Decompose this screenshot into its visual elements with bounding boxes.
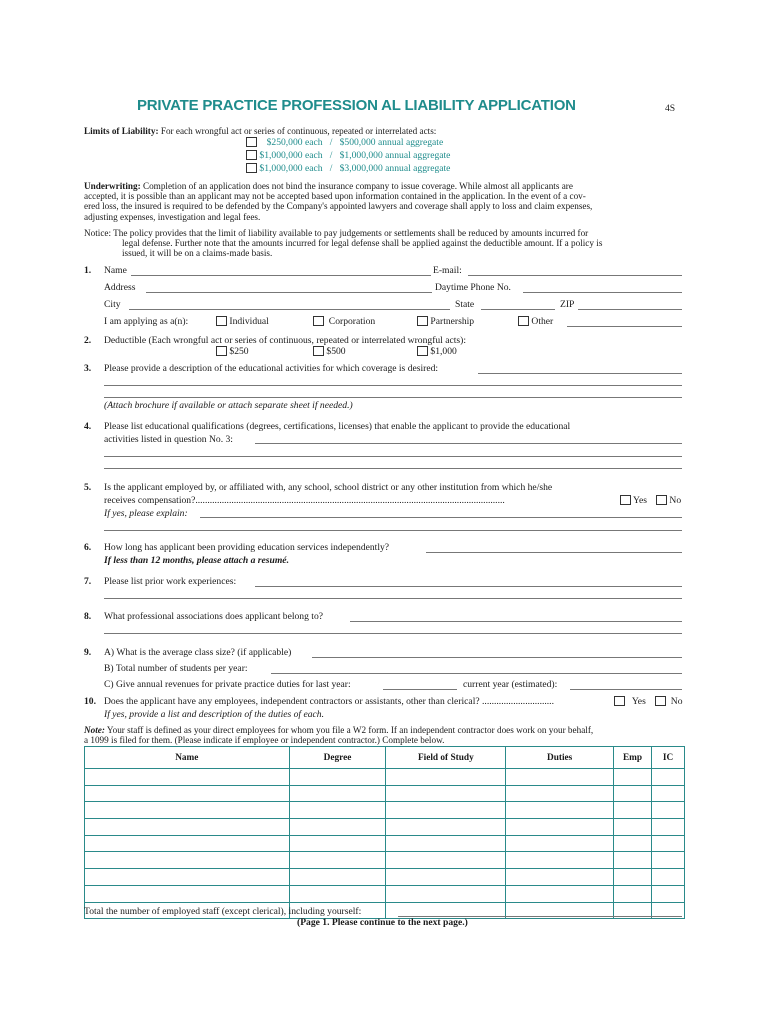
col-header-name: Name: [85, 747, 290, 769]
email-field[interactable]: [468, 275, 682, 276]
col-header-emp: Emp: [614, 747, 652, 769]
staff-note-label: Note:: [84, 725, 105, 735]
table-cell[interactable]: [652, 785, 685, 802]
table-row: [85, 869, 685, 886]
table-cell[interactable]: [386, 769, 506, 786]
address-field[interactable]: [146, 292, 432, 293]
q5-yes-checkbox[interactable]: [620, 495, 631, 505]
table-cell[interactable]: [85, 785, 290, 802]
underwriting-line: ered loss, the insured is required to be defended by the Company's appointed lawyers and coverage shall apply to loss and claim expenses,: [84, 201, 593, 212]
other-checkbox[interactable]: [518, 316, 529, 326]
q5-yes[interactable]: [620, 495, 647, 506]
individual-label: Individual: [229, 316, 269, 327]
corporation-checkbox[interactable]: [313, 316, 324, 326]
q4-answer-line[interactable]: [255, 443, 682, 444]
daytime-phone-field[interactable]: [523, 292, 682, 293]
table-cell[interactable]: [386, 835, 506, 852]
table-cell[interactable]: [652, 885, 685, 902]
table-cell[interactable]: [506, 852, 614, 869]
corporation-label: Corporation: [328, 316, 376, 327]
q6-answer-line[interactable]: [426, 552, 682, 553]
table-row: [85, 835, 685, 852]
q5-explain-label: If yes, please explain:: [104, 508, 188, 519]
table-cell[interactable]: [506, 885, 614, 902]
name-field[interactable]: [131, 275, 431, 276]
table-row: [85, 885, 685, 902]
q4-answer-line[interactable]: [104, 468, 682, 469]
individual-checkbox[interactable]: [216, 316, 227, 326]
q9-b-text: B) Total number of students per year:: [104, 663, 248, 674]
q4-number: 4.: [84, 421, 92, 432]
table-cell[interactable]: [85, 769, 290, 786]
limit-option-2-label: $1,000,000 each / $1,000,000 annual aggregate: [259, 150, 451, 161]
underwriting-line: accepted, it is possible than an applicant may not be accepted based upon information contained in the application. In the event of a cov-: [84, 191, 586, 202]
q10-no[interactable]: [655, 696, 683, 707]
q9-c-text: C) Give annual revenues for private practice duties for last year:: [104, 679, 351, 690]
table-cell[interactable]: [614, 785, 652, 802]
other-label: Other: [531, 316, 554, 327]
q3-answer-line[interactable]: [104, 397, 682, 398]
notice-line: legal defense. Further note that the amounts incurred for legal defense shall be applied against the deductible amount. If a policy is: [122, 238, 603, 249]
limit-option-3-label: $1,000,000 each / $3,000,000 annual aggregate: [259, 163, 451, 174]
city-label: City: [104, 299, 121, 310]
q2-text: Deductible (Each wrongful act or series of continuous, repeated or interrelated wrongful acts):: [104, 335, 467, 346]
table-cell[interactable]: [652, 869, 685, 886]
notice-paragraph: [84, 228, 602, 259]
table-cell[interactable]: [289, 769, 386, 786]
q7-answer-line[interactable]: [104, 598, 682, 599]
col-header-ic: IC: [652, 747, 685, 769]
deductible-1000-label: $1,000: [430, 346, 457, 357]
q9-b-field[interactable]: [271, 673, 682, 674]
deductible-500-checkbox[interactable]: [313, 346, 324, 356]
limits-text: For each wrongful act or series of continuous, repeated or interrelated acts:: [160, 126, 437, 136]
q5-no-checkbox[interactable]: [656, 495, 667, 505]
q3-number: 3.: [84, 363, 92, 374]
table-cell[interactable]: [614, 852, 652, 869]
name-label: Name: [104, 265, 127, 276]
q8-answer-line[interactable]: [104, 633, 682, 634]
deductible-1000[interactable]: [417, 346, 457, 357]
underwriting-paragraph: [84, 181, 592, 222]
table-cell[interactable]: [652, 802, 685, 819]
table-cell[interactable]: [614, 835, 652, 852]
table-row: [85, 819, 685, 836]
staff-table: [84, 746, 685, 919]
col-header-field-of-study: Field of Study: [386, 747, 506, 769]
q10-text: Does the applicant have any employees, independent contractors or assistants, other than clerical? ..............................: [104, 696, 554, 707]
continue-note: (Page 1. Please continue to the next page.): [297, 917, 468, 928]
underwriting-label: Underwriting:: [84, 181, 141, 191]
q10-no-label: No: [670, 696, 683, 707]
q2-number: 2.: [84, 335, 92, 346]
table-cell[interactable]: [289, 852, 386, 869]
limit-option-1-label: $250,000 each / $500,000 annual aggregate: [266, 137, 444, 148]
q5-line2: receives compensation?.................................................................................................................................: [104, 495, 505, 506]
staff-note: [84, 725, 593, 745]
table-cell[interactable]: [652, 835, 685, 852]
table-cell[interactable]: [289, 802, 386, 819]
col-header-degree: Degree: [289, 747, 386, 769]
q10-yes[interactable]: [614, 696, 646, 707]
q3-answer-line[interactable]: [104, 385, 682, 386]
limit-option-2[interactable]: [246, 150, 450, 161]
partnership-label: Partnership: [430, 316, 475, 327]
zip-field[interactable]: [578, 309, 682, 310]
table-cell[interactable]: [85, 802, 290, 819]
q10-yes-label: Yes: [631, 696, 646, 707]
table-cell[interactable]: [85, 852, 290, 869]
deductible-1000-checkbox[interactable]: [417, 346, 428, 356]
q4-line1: Please list educational qualifications (degrees, certifications, licenses) that enable the applicant to provide the educational: [104, 421, 571, 432]
table-cell[interactable]: [386, 819, 506, 836]
q4-answer-line[interactable]: [104, 456, 682, 457]
table-cell[interactable]: [85, 819, 290, 836]
form-title: PRIVATE PRACTICE PROFESSION AL LIABILITY APPLICATION: [137, 97, 576, 114]
table-cell[interactable]: [652, 852, 685, 869]
col-header-duties: Duties: [506, 747, 614, 769]
q10-note: If yes, provide a list and description of the duties of each.: [104, 709, 324, 720]
limits-intro: [84, 126, 436, 136]
applying-other[interactable]: [518, 316, 553, 327]
notice-line: issued, it will be on a claims-made basis.: [122, 248, 273, 259]
table-cell[interactable]: [289, 819, 386, 836]
table-cell[interactable]: [506, 869, 614, 886]
q6-text: How long has applicant been providing education services independently?: [104, 542, 390, 553]
table-cell[interactable]: [614, 769, 652, 786]
q5-line1: Is the applicant employed by, or affiliated with, any school, school district or any other institution from which he/she: [104, 482, 553, 493]
applying-partnership[interactable]: [417, 316, 474, 327]
q5-number: 5.: [84, 482, 92, 493]
table-cell[interactable]: [85, 885, 290, 902]
q5-yes-label: Yes: [633, 495, 648, 506]
q7-number: 7.: [84, 576, 92, 587]
q5-explain-line[interactable]: [200, 517, 682, 518]
table-cell[interactable]: [85, 835, 290, 852]
underwriting-line: adjusting expenses, investigation and legal fees.: [84, 211, 261, 222]
staff-table-header: [85, 747, 685, 769]
deductible-250-checkbox[interactable]: [216, 346, 227, 356]
table-cell[interactable]: [289, 785, 386, 802]
q1-number: 1.: [84, 265, 92, 276]
table-cell[interactable]: [652, 819, 685, 836]
table-cell[interactable]: [614, 885, 652, 902]
q3-text: Please provide a description of the educational activities for which coverage is desired:: [104, 363, 439, 374]
table-cell[interactable]: [386, 802, 506, 819]
applying-corporation[interactable]: [313, 316, 375, 327]
applying-individual[interactable]: [216, 316, 269, 327]
table-cell[interactable]: [386, 785, 506, 802]
q3-note: (Attach brochure if available or attach separate sheet if needed.): [104, 400, 353, 411]
table-cell[interactable]: [652, 769, 685, 786]
q9-number: 9.: [84, 647, 92, 658]
address-label: Address: [104, 282, 136, 293]
limits-label: Limits of Liability:: [84, 126, 159, 136]
table-cell[interactable]: [386, 869, 506, 886]
table-cell[interactable]: [506, 819, 614, 836]
email-label: E-mail:: [433, 265, 462, 276]
other-field[interactable]: [567, 326, 682, 327]
q6-number: 6.: [84, 542, 92, 553]
form-code: 4S: [665, 103, 676, 114]
q6-note: If less than 12 months, please attach a resumé.: [104, 555, 289, 566]
q3-answer-line[interactable]: [478, 373, 682, 374]
limit-option-1[interactable]: [246, 137, 443, 148]
table-cell[interactable]: [506, 802, 614, 819]
q7-text: Please list prior work experiences:: [104, 576, 237, 587]
table-cell[interactable]: [289, 885, 386, 902]
partnership-checkbox[interactable]: [417, 316, 428, 326]
q10-no-checkbox[interactable]: [655, 696, 666, 706]
q10-number: 10.: [84, 696, 96, 707]
staff-note-line: Your staff is defined as your direct employees for whom you file a W2 form. If an independent contractor does work on your behalf,: [106, 725, 594, 735]
deductible-250-label: $250: [229, 346, 249, 357]
limit-checkbox-3[interactable]: [246, 163, 257, 173]
table-cell[interactable]: [289, 869, 386, 886]
applying-as-label: I am applying as a(n):: [104, 316, 189, 327]
q5-no[interactable]: [656, 495, 681, 506]
table-cell[interactable]: [85, 869, 290, 886]
limit-option-3[interactable]: [246, 163, 450, 174]
deductible-250[interactable]: [216, 346, 249, 357]
city-field[interactable]: [129, 309, 450, 310]
table-cell[interactable]: [289, 835, 386, 852]
q9-c-last-year-field[interactable]: [383, 689, 457, 690]
state-field[interactable]: [481, 309, 555, 310]
deductible-500[interactable]: [313, 346, 346, 357]
total-staff-label: Total the number of employed staff (except clerical), including yourself:: [84, 906, 362, 917]
table-cell[interactable]: [506, 835, 614, 852]
table-cell[interactable]: [614, 819, 652, 836]
underwriting-line: Completion of an application does not bind the insurance company to issue coverage. While almost all applicants are: [142, 181, 573, 191]
q9-current-label: current year (estimated):: [463, 679, 558, 690]
state-label: State: [455, 299, 475, 310]
q8-answer-line[interactable]: [350, 621, 682, 622]
table-cell[interactable]: [614, 869, 652, 886]
table-cell[interactable]: [386, 852, 506, 869]
q5-explain-line[interactable]: [104, 530, 682, 531]
table-cell[interactable]: [506, 785, 614, 802]
q8-text: What professional associations does applicant belong to?: [104, 611, 323, 622]
table-row: [85, 802, 685, 819]
q4-line2: activities listed in question No. 3:: [104, 434, 233, 445]
q7-answer-line[interactable]: [255, 586, 682, 587]
limit-checkbox-2[interactable]: [246, 150, 257, 160]
table-cell[interactable]: [386, 885, 506, 902]
table-row: [85, 785, 685, 802]
daytime-phone-label: Daytime Phone No.: [435, 282, 511, 293]
notice-line: Notice: The policy provides that the limit of liability available to pay judgements or settlements shall be reduced by amounts incurred for: [84, 228, 589, 238]
table-row: [85, 769, 685, 786]
limit-checkbox-1[interactable]: [246, 137, 257, 147]
deductible-500-label: $500: [326, 346, 346, 357]
zip-label: ZIP: [560, 299, 575, 310]
q5-no-label: No: [669, 495, 682, 506]
q8-number: 8.: [84, 611, 92, 622]
q9-a-text: A) What is the average class size? (if applicable): [104, 647, 292, 658]
table-cell[interactable]: [614, 802, 652, 819]
q9-a-field[interactable]: [312, 657, 682, 658]
table-row: [85, 852, 685, 869]
table-cell[interactable]: [506, 769, 614, 786]
staff-note-line: a 1099 is filed for them. (Please indicate if employee or independent contractor.) Complete below.: [84, 735, 445, 746]
q9-current-field[interactable]: [570, 689, 682, 690]
q10-yes-checkbox[interactable]: [614, 696, 625, 706]
